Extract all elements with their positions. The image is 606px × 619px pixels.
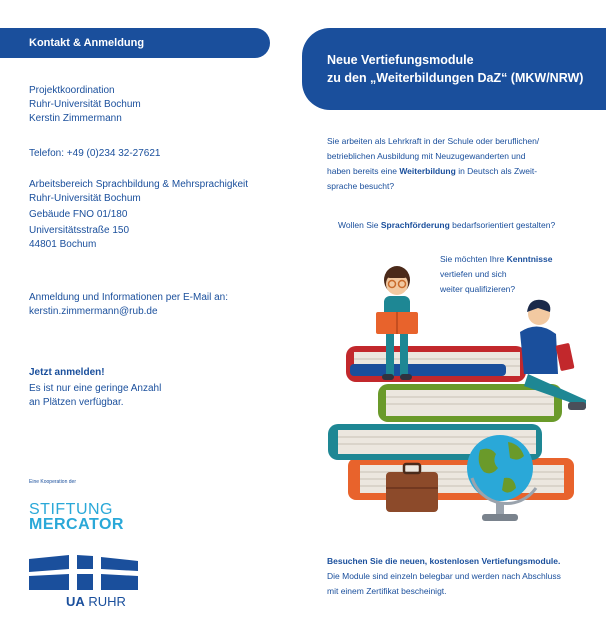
intro-line: betrieblichen Ausbildung mit Neuzugewanderten und <box>327 151 526 161</box>
cta-text: Es ist nur eine geringe Anzahl <box>29 383 162 394</box>
registration-text: Anmeldung und Informationen per E-Mail an: <box>29 292 229 303</box>
books-people-illustration <box>324 262 590 530</box>
department-line: 44801 Bochum <box>29 239 97 250</box>
book-orange-icon <box>348 458 574 500</box>
coordination-line: Projektkoordination <box>29 85 115 96</box>
registration-email-link[interactable]: kerstin.zimmermann@rub.de <box>29 306 158 317</box>
title-header-bar <box>302 28 606 110</box>
department-line: Ruhr-Universität Bochum <box>29 193 141 204</box>
ua-ruhr-wordmark <box>66 594 126 609</box>
headline-line-2: zu den „Weiterbildungen DaZ“ (MKW/NRW) <box>327 71 584 85</box>
cta-title: Jetzt anmelden! <box>29 367 105 378</box>
department-block <box>29 178 248 252</box>
footer-headline: Besuchen Sie die neuen, kostenlosen Vertiefungsmodule. <box>327 556 561 566</box>
footer-line: mit einem Zertifikat bescheinigt. <box>327 586 447 596</box>
cooperation-label: Eine Kooperation der <box>29 479 76 485</box>
intro-paragraph <box>327 134 539 194</box>
book-blue-icon <box>350 364 506 376</box>
cta-text: an Plätzen verfügbar. <box>29 397 124 408</box>
coordination-line: Ruhr-Universität Bochum <box>29 99 141 110</box>
logo-stiftung-text: STIFTUNG <box>29 501 113 518</box>
registration-block <box>29 291 228 319</box>
headline-line-1: Neue Vertiefungsmodule <box>327 53 474 67</box>
footer-block <box>327 554 561 599</box>
intro-line: Sie arbeiten als Lehrkraft in der Schule oder beruflichen/ <box>327 136 540 146</box>
question-sprachfoerderung: Wollen Sie Sprachförderung bedarfsorientiert gestalten? <box>338 220 556 230</box>
department-line: Gebäude FNO 01/180 <box>29 209 128 220</box>
phone-block <box>29 147 161 161</box>
book-green-icon <box>378 384 562 422</box>
footer-line: Die Module sind einzeln belegbar und werden nach Abschluss <box>327 571 561 581</box>
intro-line: haben bereits eine Weiterbildung in Deutsch als Zweit- <box>327 166 538 176</box>
intro-line: sprache besucht? <box>327 181 395 191</box>
logo-mercator-text: MERCATOR <box>29 516 124 533</box>
contact-header-bar <box>0 28 270 58</box>
coordination-block <box>29 84 141 126</box>
department-line: Arbeitsbereich Sprachbildung & Mehrsprachigkeit <box>29 179 249 190</box>
ua-ruhr-logo-icon <box>29 555 138 590</box>
ruhr-text: RUHR <box>84 594 126 609</box>
globe-icon <box>467 435 536 521</box>
phone-number[interactable]: Telefon: +49 (0)234 32-27621 <box>29 148 161 159</box>
coordination-line: Kerstin Zimmermann <box>29 113 122 124</box>
ua-text: UA <box>66 594 85 609</box>
cta-block <box>29 366 161 410</box>
question-kenntnisse: Sie möchten Ihre Kenntnisse vertiefen und sich weiter qualifizieren? <box>440 254 553 294</box>
department-line: Universitätsstraße 150 <box>29 225 130 236</box>
contact-header-title: Kontakt & Anmeldung <box>29 37 145 49</box>
